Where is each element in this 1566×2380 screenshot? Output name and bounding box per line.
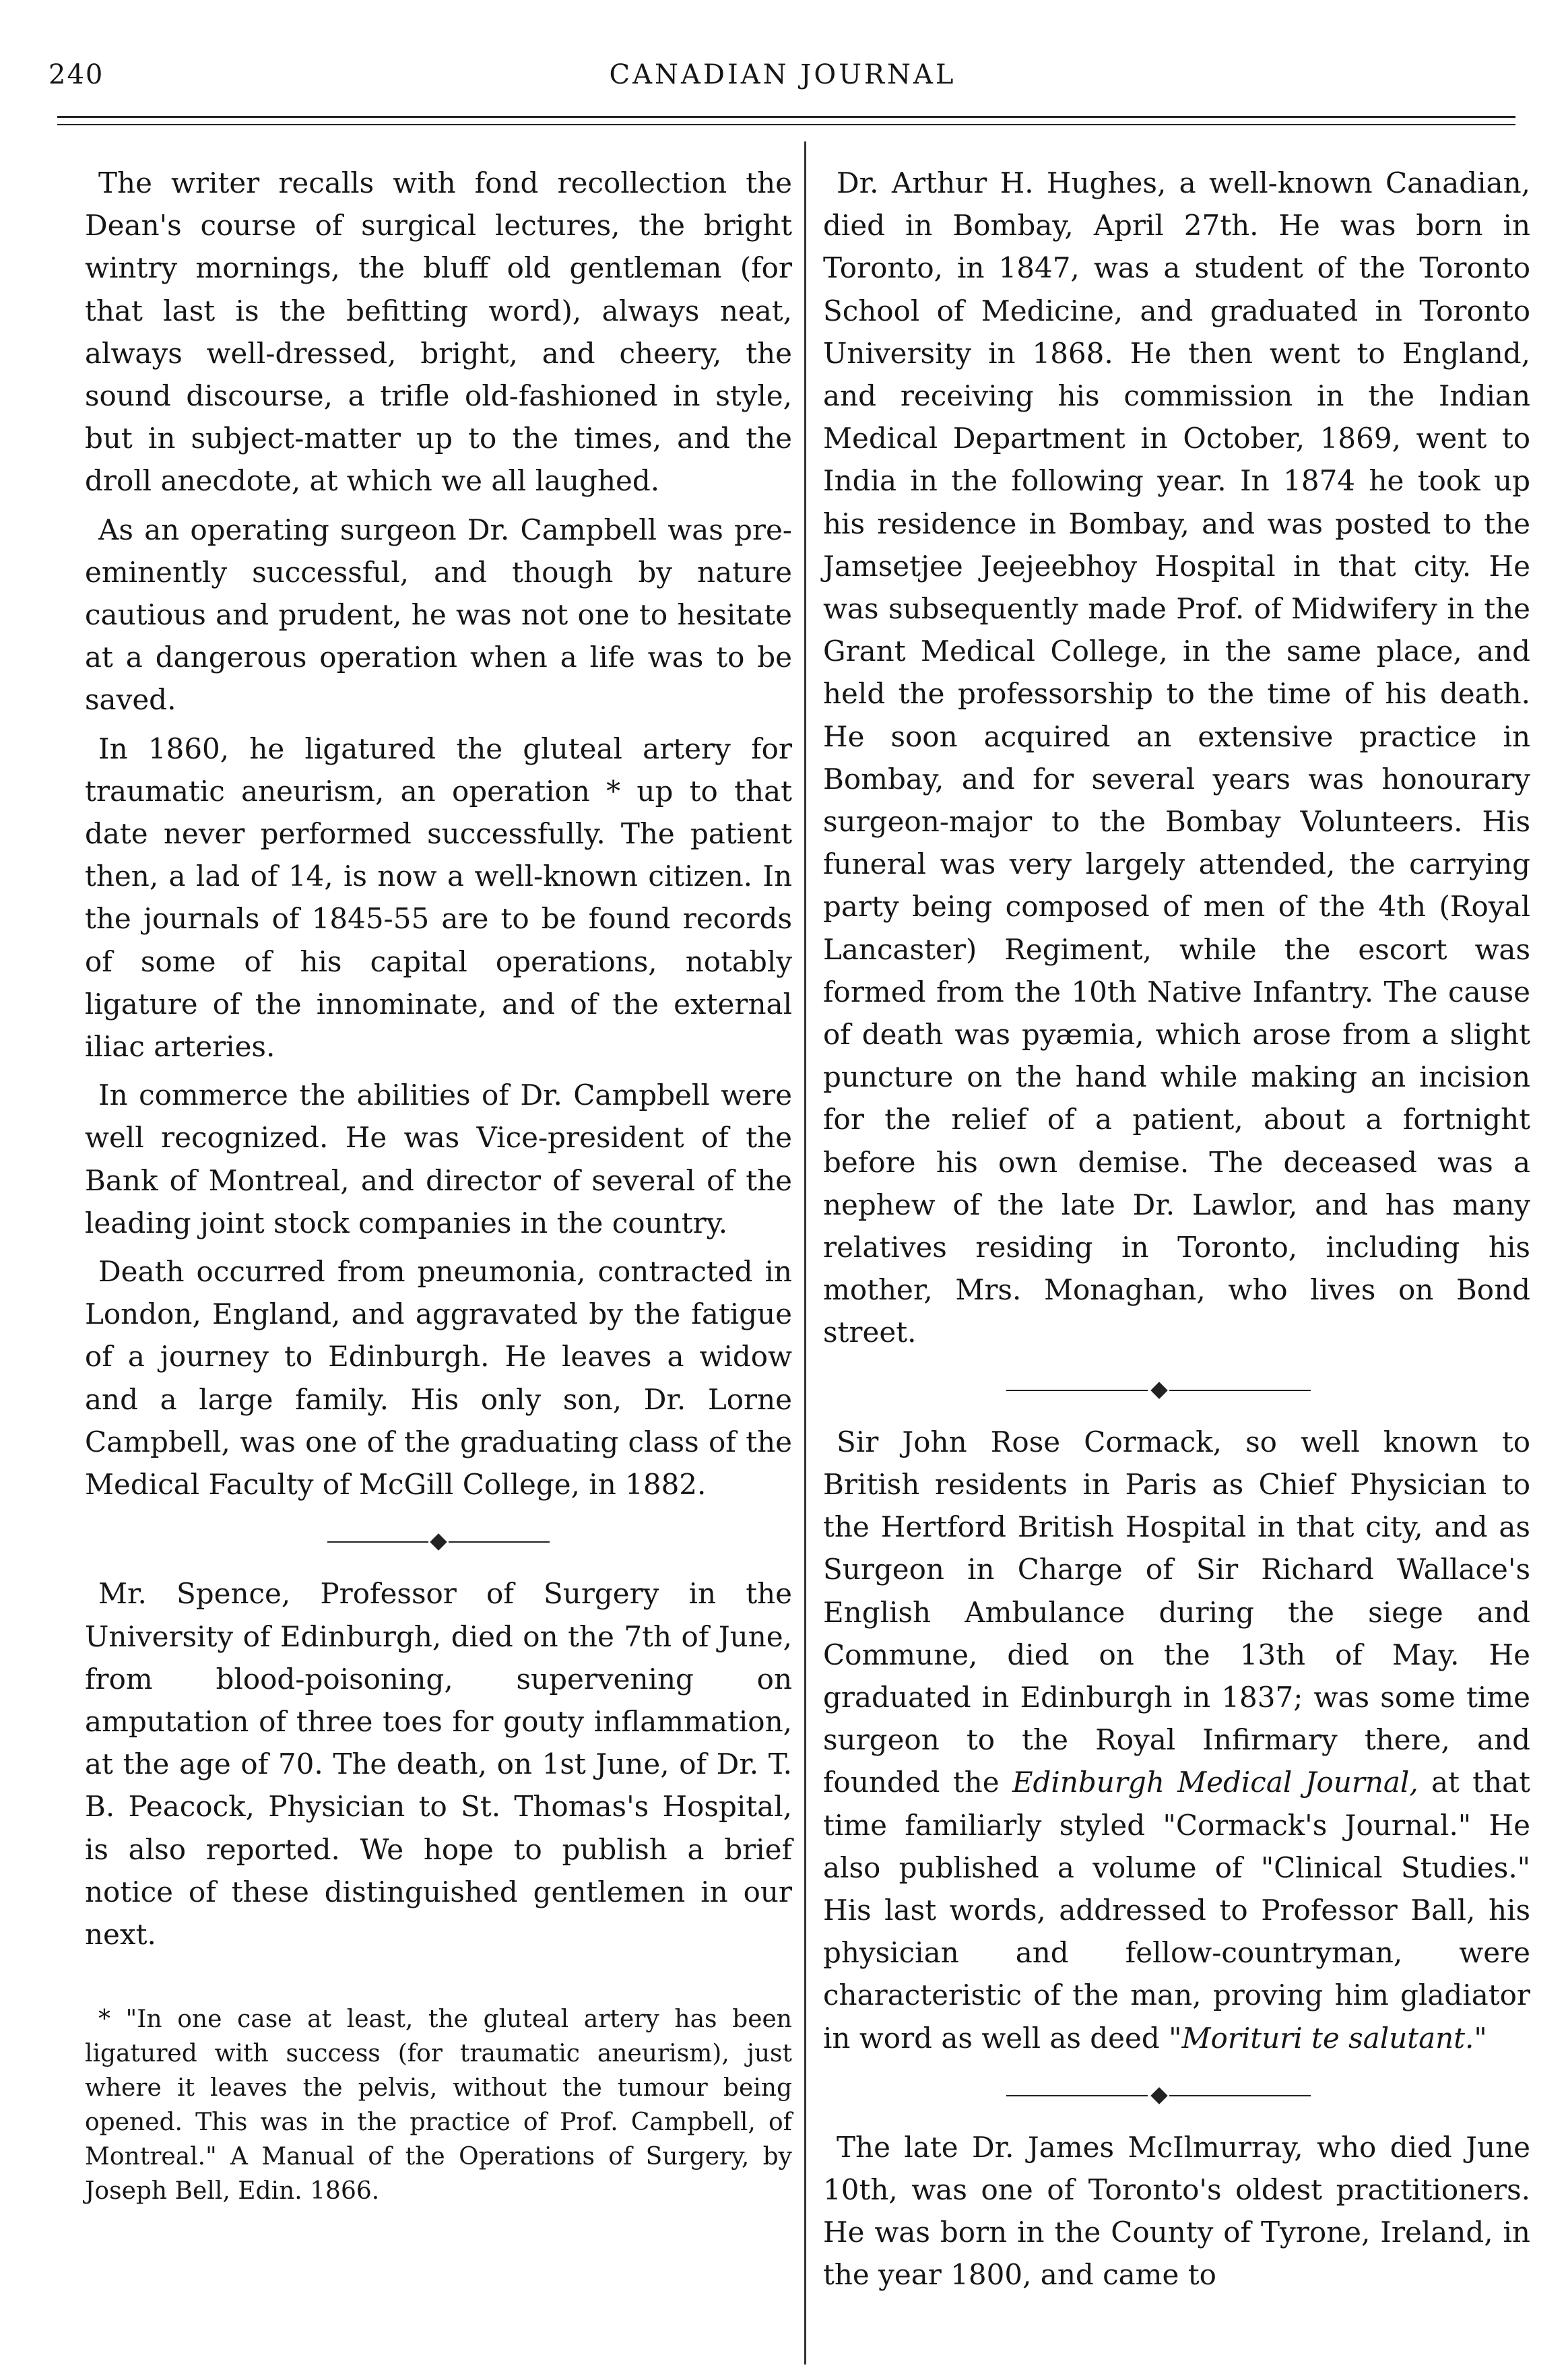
section-ornament <box>85 1512 792 1572</box>
column-divider <box>804 141 806 2365</box>
campbell-gluteal-paragraph: In 1860, he ligatured the gluteal artery for traumatic aneurism, an operation * up to that date never performed successfully. The patient then, a lad of 14, is now a well-known citizen. In the journals of 1845-55 are to be found records of some of his capital operations, notably ligature of the innominate, and of the external iliac arteries. <box>85 732 792 1064</box>
page-header <box>48 59 1517 100</box>
campbell-death-paragraph: Death occurred from pneumonia, contracted in London, England, and aggravated by the fatigue of a journey to Edinburgh. He leaves a widow and a large family. His only son, Dr. Lorne Campbell, was one of the graduating class of the Medical Faculty of McGill College, in 1882. <box>85 1255 792 1502</box>
right-column <box>823 162 1530 2303</box>
cormack-text-part-1: Sir John Rose Cormack, so well known to British residents in Paris as Chief Physician to the Hertford British Hospital in that city, and as Surgeon in Charge of Sir Richard Wallace's English Ambulance during the siege and Commune, died on the 13th of May. He graduated in Edinburgh in 1837; was some time surgeon to the Royal Infirmary there, and founded the <box>823 1425 1530 1799</box>
left-column <box>85 162 792 2208</box>
campbell-commerce-paragraph: In commerce the abilities of Dr. Campbell were well recognized. He was Vice-president of the Bank of Montreal, and director of several of the leading joint stock companies in the country. <box>85 1079 792 1240</box>
hughes-obituary-paragraph: Dr. Arthur H. Hughes, a well-known Canadian, died in Bombay, April 27th. He was born in Toronto, in 1847, was a student of the Toronto School of Medicine, and graduated in Toronto University in 1868. He then went to England, and receiving his commission in the Indian Medical Department in October, 1869, went to India in the following year. In 1874 he took up his residence in Bombay, and was posted to the Jamsetjee Jeejeebhoy Hospital in that city. He was subsequently made Prof. of Midwifery in the Grant Medical College, in the same place, and held the professorship to the time of his death. He soon acquired an extensive practice in Bombay, and for several years was honourary surgeon-major to the Bombay Volunteers. His funeral was very largely attended, the carrying party being composed of men of the 4th (Royal Lancaster) Regiment, while the escort was formed from the 10th Native Infantry. The cause of death was pyæmia, which arose from a slight puncture on the hand while making an incision for the relief of a patient, about a fortnight before his own demise. The deceased was a nephew of the late Dr. Lawlor, and has many relatives residing in Toronto, including his mother, Mrs. Monaghan, who lives on Bond street. <box>823 166 1530 1349</box>
journal-title: Edinburgh Medical Journal, <box>1012 1766 1418 1799</box>
header-rule <box>57 116 1515 118</box>
page-number: 240 <box>48 59 104 90</box>
header-rule-double <box>57 124 1515 125</box>
cormack-text-part-2: at that time familiarly styled "Cormack's Journal." He also published a volume of "Clinical Studies." His last words, addressed to Professor Ball, his physician and fellow-countryman, were characteristic of the man, proving him gladiator in word as well as deed " <box>823 1766 1531 2055</box>
running-title: CANADIAN JOURNAL <box>609 59 956 90</box>
gluteal-artery-footnote: * "In one case at least, the gluteal artery has been ligatured with success (for traumatic aneurism), just where it leaves the pelvis, without the tumour being opened. This was in the practice of Prof. Campbell, of Montreal." A Manual of the Operations of Surgery, by Joseph Bell, Edin. 1866. <box>85 2005 792 2206</box>
section-ornament <box>823 2065 1530 2126</box>
campbell-lectures-paragraph: The writer recalls with fond recollection the Dean's course of surgical lectures, the bright wintry mornings, the bluff old gentleman (for that last is the befitting word), always neat, always well-dressed, bright, and cheery, the sound discourse, a trifle old-fashioned in style, but in subject-matter up to the times, and the droll anecdote, at which we all laughed. <box>85 166 792 498</box>
latin-last-words: Morituri te salutant. <box>1181 2021 1474 2055</box>
campbell-surgeon-paragraph: As an operating surgeon Dr. Campbell was pre-eminently successful, and though by nature cautious and prudent, he was not one to hesitate at a dangerous operation when a life was to be saved. <box>85 513 792 717</box>
cormack-text-part-3: " <box>1474 2021 1487 2055</box>
section-ornament <box>823 1360 1530 1421</box>
spence-obituary-paragraph: Mr. Spence, Professor of Surgery in the University of Edinburgh, died on the 7th of June, from blood-poisoning, supervening on amputation of three toes for gouty inflammation, at the age of 70. The death, on 1st June, of Dr. T. B. Peacock, Physician to St. Thomas's Hospital, is also reported. We hope to publish a brief notice of these distinguished gentlemen in our next. <box>85 1577 792 1951</box>
mcilmurray-obituary-paragraph: The late Dr. James McIlmurray, who died June 10th, was one of Toronto's oldest practitioners. He was born in the County of Tyrone, Ireland, in the year 1800, and came to <box>823 2130 1530 2292</box>
cormack-obituary-paragraph <box>823 1421 1530 2059</box>
